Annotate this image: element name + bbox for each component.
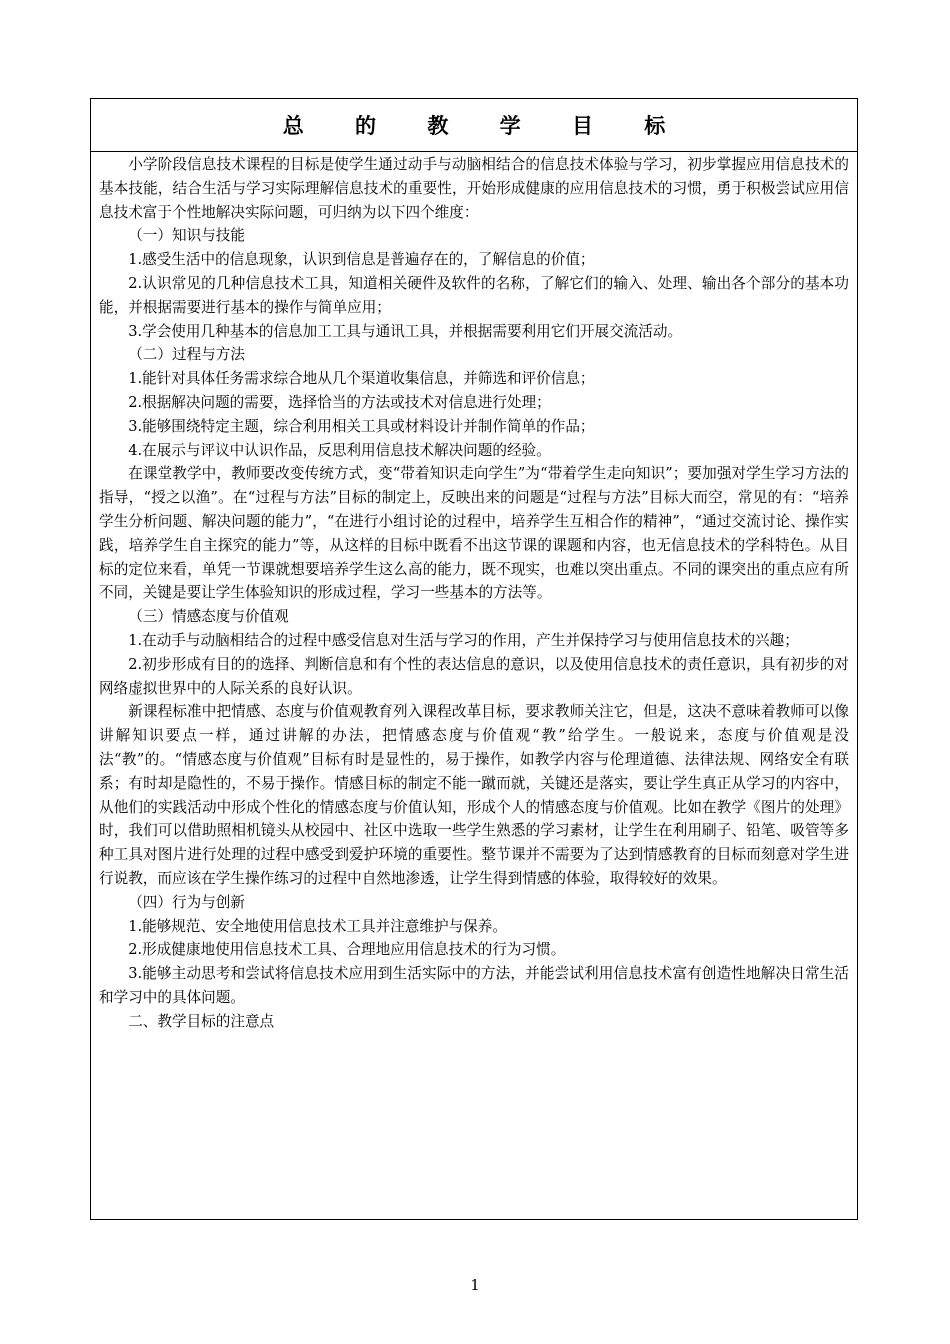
section-heading-emotion: （三）情感态度与价值观 bbox=[128, 608, 289, 626]
list-item: 3.学会使用几种基本的信息加工工具与通讯工具，并根据需要利用它们开展交流活动。 bbox=[128, 322, 683, 340]
title-row bbox=[91, 99, 857, 152]
body-paragraph: 新课程标准中把情感、态度与价值观教育列入课程改革目标，要求教师关注它，但是，这决不意味着教师可以像讲解知识要点一样，通过讲解的办法，把情感态度与价值观“教”给学生。一般说来，态度与价值观是没法“教”的。“情感态度与价值观”目标有时是显性的，易于操作，如教学内容与伦理道德、法律法规、网络安全有联系；有时却是隐性的，不易于操作。情感目标的制定不能一蹴而就，关键还是落实，要让学生真正从学习的内容中，从他们的实践活动中形成个性化的情感态度与价值认知，形成个人的情感态度与价值观。比如在教学《图片的处理》时，我们可以借助照相机镜头从校园中、社区中选取一些学生熟悉的学习素材，让学生在利用刷子、铅笔、吸管等多种工具对图片进行处理的过程中感受到爱护环境的重要性。整节课并不需要为了达到情感教育的目标而刻意对学生进行说教，而应该在学生操作练习的过程中自然地渗透，让学生得到情感的体验，取得较好的效果。 bbox=[99, 703, 849, 887]
body-paragraph: 在课堂教学中，教师要改变传统方式，变“带着知识走向学生”为“带着学生走向知识”；要加强对学生学习方法的指导，“授之以渔”。在“过程与方法”目标的制定上，反映出来的问题是“过程与方法”目标大而空，常见的有：“培养学生分析问题、解决问题的能力”，“在进行小组讨论的过程中，培养学生互相合作的精神”，“通过交流讨论、操作实践，培养学生自主探究的能力”等，从这样的目标中既看不出这节课的课题和内容，也无信息技术的学科特色。从目标的定位来看，单凭一节课就想要培养学生这么高的能力，既不现实，也难以突出重点。不同的课突出的重点应有所不同，关键是要让学生体验知识的形成过程，学习一些基本的方法等。 bbox=[99, 465, 849, 602]
page-title: 总 的 教 学 目 标 bbox=[282, 114, 688, 138]
page-number: 1 bbox=[470, 1276, 480, 1294]
list-item: 1.感受生活中的信息现象，认识到信息是普遍存在的，了解信息的价值； bbox=[128, 251, 595, 269]
list-item: 1.能针对具体任务需求综合地从几个渠道收集信息，并筛选和评价信息； bbox=[128, 370, 595, 388]
list-item: 2.形成健康地使用信息技术工具、合理地应用信息技术的行为习惯。 bbox=[128, 941, 566, 959]
section-heading-knowledge: （一）知识与技能 bbox=[128, 227, 245, 245]
section-heading-behavior: （四）行为与创新 bbox=[128, 893, 245, 911]
list-item: 3.能够主动思考和尝试将信息技术应用到生活实际中的方法，并能尝试利用信息技术富有创造性地解决日常生活和学习中的具体问题。 bbox=[99, 965, 849, 1006]
section-heading-process: （二）过程与方法 bbox=[128, 346, 245, 364]
document-table bbox=[90, 98, 858, 1220]
list-item: 2.认识常见的几种信息技术工具，知道相关硬件及软件的名称，了解它们的输入、处理、输出各个部分的基本功能，并根据需要进行基本的操作与简单应用； bbox=[99, 274, 849, 316]
list-item: 4.在展示与评议中认识作品，反思利用信息技术解决问题的经验。 bbox=[128, 441, 551, 459]
list-item: 3.能够围绕特定主题，综合利用相关工具或材料设计并制作简单的作品； bbox=[128, 417, 595, 435]
list-item: 2.根据解决问题的需要，选择恰当的方法或技术对信息进行处理； bbox=[128, 393, 551, 411]
content-cell bbox=[91, 152, 857, 1033]
section-heading-notes: 二、教学目标的注意点 bbox=[128, 1012, 275, 1030]
intro-paragraph: 小学阶段信息技术课程的目标是使学生通过动手与动脑相结合的信息技术体验与学习，初步掌握应用信息技术的基本技能，结合生活与学习实际理解信息技术的重要性，开始形成健康的应用信息技术的习惯，勇于积极尝试应用信息技术富于个性地解决实际问题，可归纳为以下四个维度： bbox=[99, 156, 849, 221]
list-item: 2.初步形成有目的的选择、判断信息和有个性的表达信息的意识，以及使用信息技术的责任意识，具有初步的对网络虚拟世界中的人际关系的良好认识。 bbox=[99, 655, 849, 697]
list-item: 1.在动手与动脑相结合的过程中感受信息对生活与学习的作用，产生并保持学习与使用信息技术的兴趣； bbox=[128, 631, 799, 649]
list-item: 1.能够规范、安全地使用信息技术工具并注意维护与保养。 bbox=[128, 917, 507, 935]
